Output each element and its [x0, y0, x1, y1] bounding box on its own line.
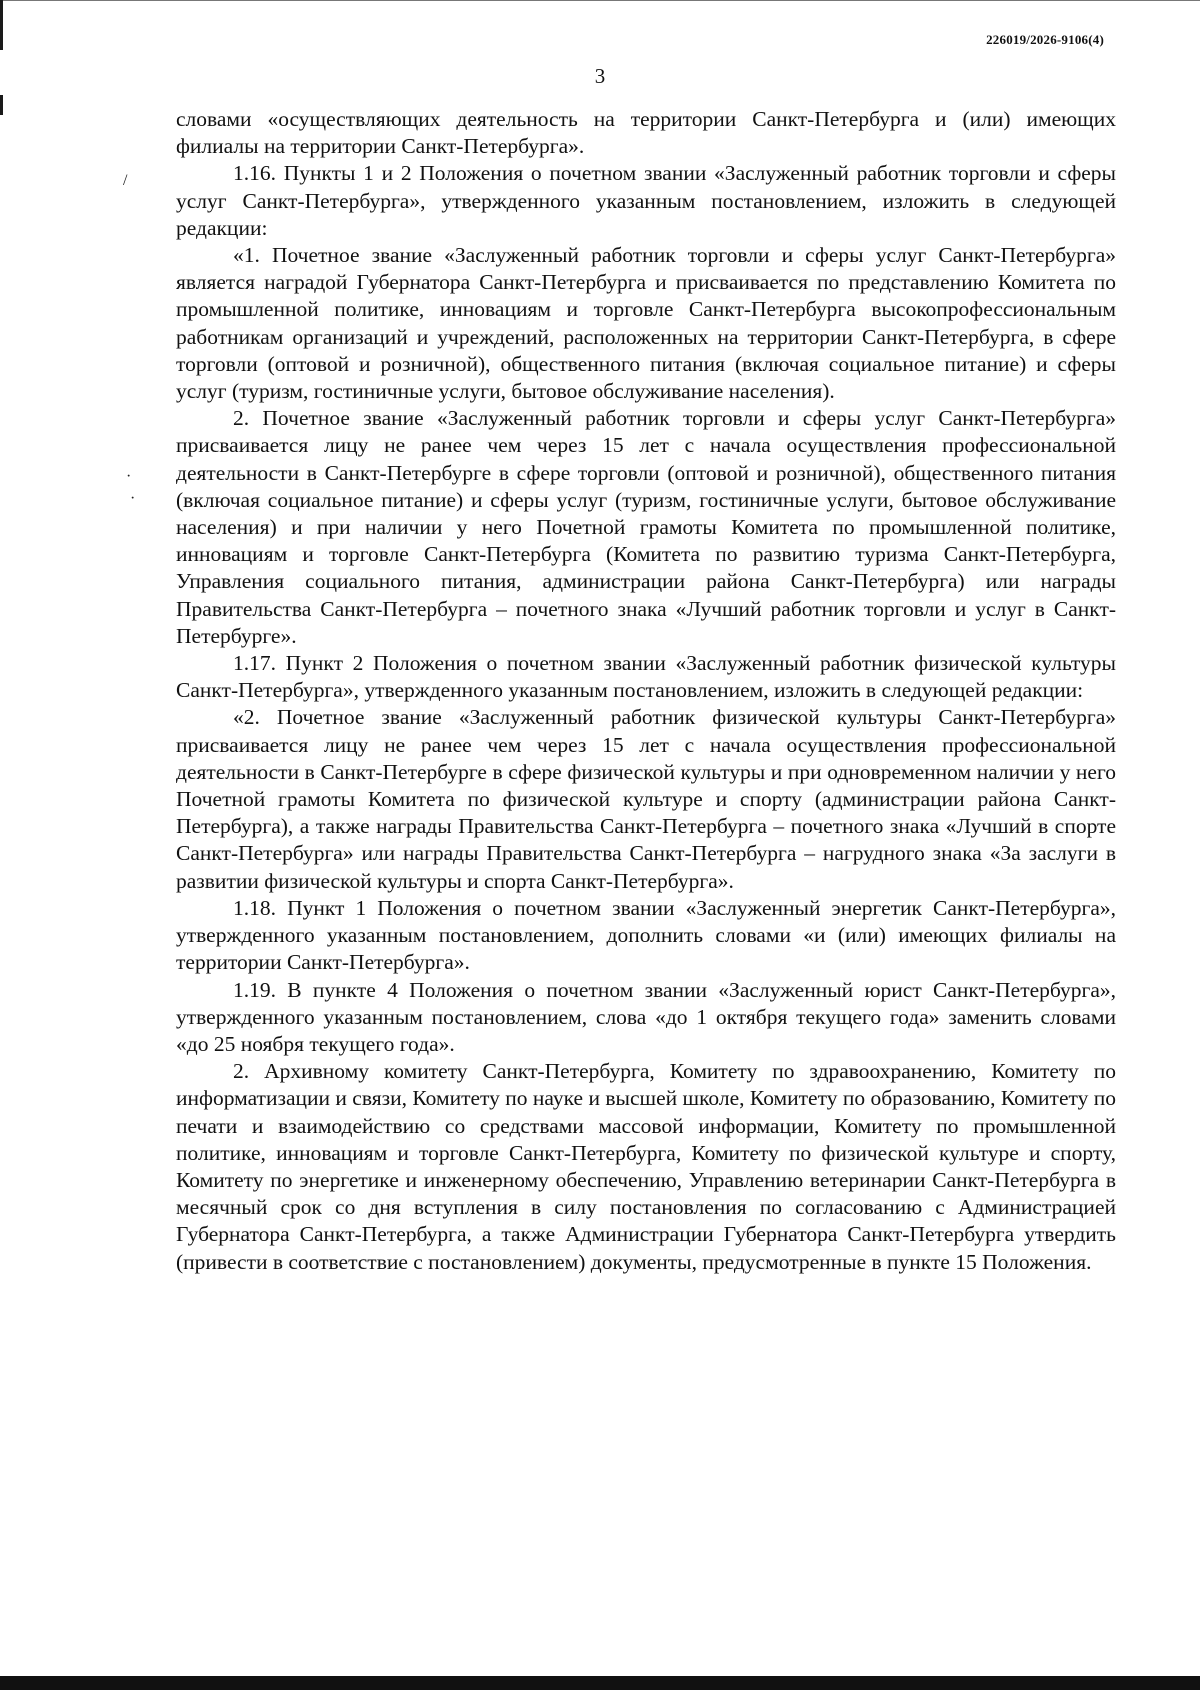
paragraph-quoted-point-2-sport: «2. Почетное звание «Заслуженный работник физической культуры Санкт-Петербурга» присваивается лицу не ранее чем через 15 лет с начала осуществления профессиональной деятельности в Санкт-Петербурге в сфере физической культуры и при одновременном наличии у него Почетной грамоты Комитета по физической культуре и спорту (администрации района Санкт-Петербурга), а также награды Правительства Санкт-Петербурга – почетного знака «Лучший в спорте Санкт-Петербурга» или награды Правительства Санкт-Петербурга – нагрудного знака «За заслуги в развитии физической культуры и спорта Санкт-Петербурга».	[176, 705, 1116, 893]
margin-mark: /	[123, 172, 128, 189]
margin-mark: ·	[126, 468, 132, 485]
paragraph-quoted-point-2: 2. Почетное звание «Заслуженный работник торговли и сферы услуг Санкт-Петербурга» присваивается лицу не ранее чем через 15 лет с начала осуществления профессиональной деятельности в Санкт-Петербурге в сфере торговли (оптовой и розничной), общественного питания (включая социальное питание) и сферы услуг (туризм, гостиничные услуги, бытовое обслуживание населения) и при наличии у него Почетной грамоты Комитета по промышленной политике, инновациям и торговле Санкт-Петербурга (Комитета по развитию туризма Санкт-Петербурга, Управления социального питания, администрации района Санкт-Петербурга) или награды Правительства Санкт-Петербурга – почетного знака «Лучший работник торговли и услуг в Санкт-Петербурге».	[176, 406, 1116, 648]
paragraph-quoted-point-1: «1. Почетное звание «Заслуженный работник торговли и сферы услуг Санкт-Петербурга» является наградой Губернатора Санкт-Петербурга и присваивается по представлению Комитета по промышленной политике, инновациям и торговле Санкт-Петербурга высокопрофессиональным работникам организаций и учреждений, расположенных на территории Санкт-Петербурга, в сфере торговли (оптовой и розничной), общественного питания (включая социальное питание) и сферы услуг (туризм, гостиничные услуги, бытовое обслуживание населения).	[176, 243, 1116, 404]
paragraph-continuation: словами «осуществляющих деятельность на территории Санкт-Петербурга и (или) имеющих филиалы на территории Санкт-Петербурга».	[176, 107, 1116, 159]
margin-mark: ·	[130, 490, 136, 507]
document-body	[176, 106, 1116, 1276]
scan-edge-left-mark	[0, 95, 3, 115]
page-number-container	[0, 64, 1200, 89]
scan-edge-top	[0, 0, 1200, 1]
paragraph-2: 2. Архивному комитету Санкт-Петербурга, Комитету по здравоохранению, Комитету по информатизации и связи, Комитету по науке и высшей школе, Комитету по образованию, Комитету по печати и взаимодействию со средствами массовой информации, Комитету по промышленной политике, инновациям и торговле Санкт-Петербурга, Комитету по физической культуре и спорту, Комитету по энергетике и инженерному обеспечению, Управлению ветеринарии Санкт-Петербурга в месячный срок со дня вступления в силу постановления по согласованию с Администрацией Губернатора Санкт-Петербурга, а также Администрации Губернатора Санкт-Петербурга утвердить (привести в соответствие с постановлением) документы, предусмотренные в пункте 15 Положения.	[176, 1059, 1116, 1274]
paragraph-1-16: 1.16. Пункты 1 и 2 Положения о почетном звании «Заслуженный работник торговли и сферы услуг Санкт-Петербурга», утвержденного указанным постановлением, изложить в следующей редакции:	[176, 161, 1116, 240]
page-number: 3	[594, 64, 606, 88]
paragraph-1-19: 1.19. В пункте 4 Положения о почетном звании «Заслуженный юрист Санкт-Петербурга», утвержденного указанным постановлением, слова «до 1 октября текущего года» заменить словами «до 25 ноября текущего года».	[176, 977, 1116, 1056]
paragraph-1-18: 1.18. Пункт 1 Положения о почетном звании «Заслуженный энергетик Санкт-Петербурга», утвержденного указанным постановлением, дополнить словами «и (или) имеющих филиалы на территории Санкт-Петербурга».	[176, 895, 1116, 975]
scan-edge-left	[0, 0, 3, 50]
document-registration-number: 226019/2026-9106(4)	[986, 32, 1104, 47]
scan-edge-bottom	[0, 1676, 1200, 1690]
paragraph-1-17: 1.17. Пункт 2 Положения о почетном звании «Заслуженный работник физической культуры Санкт-Петербурга», утвержденного указанным постановлением, изложить в следующей редакции:	[176, 651, 1116, 703]
